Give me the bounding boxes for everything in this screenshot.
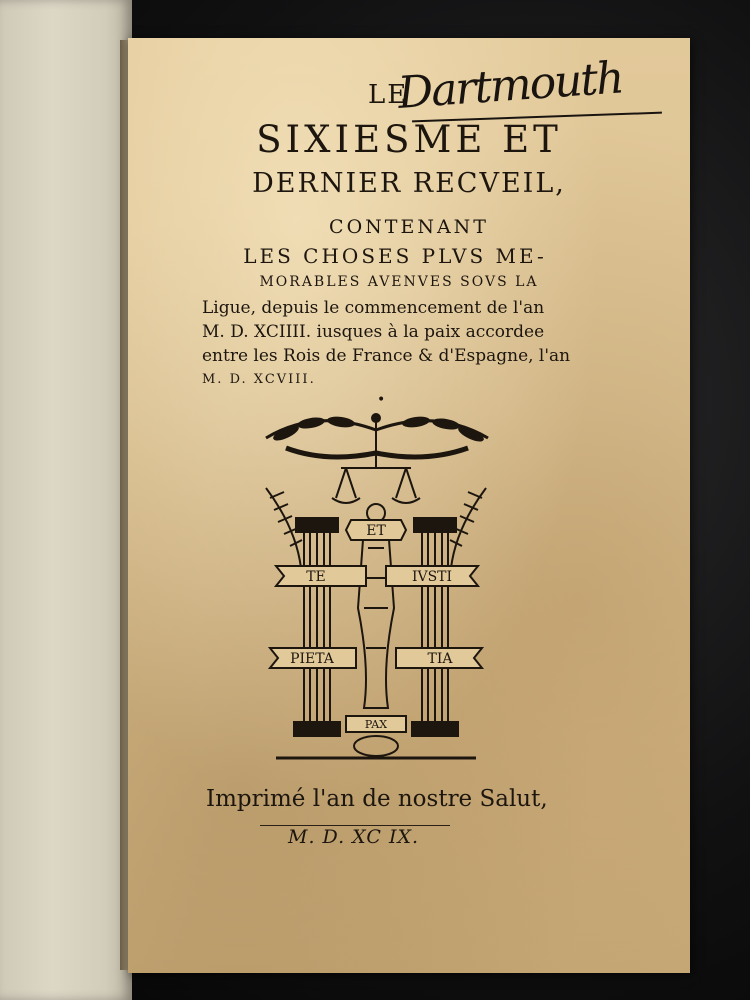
flyleaf-page [0, 0, 132, 1000]
title-line-morables: MORABLES AVENVES SOVS LA [259, 274, 539, 290]
banner-lower-right-text: TIA [427, 651, 453, 667]
body-line-entre: entre les Rois de France & d'Espagne, l'an [202, 346, 571, 366]
title-line-sixiesme: SIXIESME ET [256, 118, 562, 161]
ornament-dot: • [377, 392, 386, 408]
banner-lower-left-text: PIETA [290, 651, 334, 667]
shield-icon [354, 736, 398, 756]
title-line-contenant: CONTENANT [329, 216, 489, 238]
banner-middle-right-text: IVSTI [411, 569, 453, 585]
title-line-dernier: DERNIER RECVEIL, [252, 168, 566, 199]
title-line-le: LE [368, 80, 409, 110]
body-line-dates: M. D. XCIIII. iusques à la paix accordee [202, 322, 545, 342]
handwritten-signature: Dartmouth [396, 52, 625, 119]
title-page [128, 38, 690, 973]
banner-ribbons [270, 520, 482, 732]
column-right [412, 518, 458, 736]
body-line-ligue: Ligue, depuis le commencement de l'an [202, 298, 545, 318]
body-line-year: M. D. XCVIII. [202, 372, 316, 387]
banner-middle-left-text: TE [306, 569, 326, 585]
base-label-text: PAX [364, 718, 388, 731]
title-line-choses: LES CHOSES PLVS ME- [243, 244, 547, 268]
printer-device-emblem [256, 408, 496, 760]
imprint-date: M. D. XC IX. [288, 826, 420, 848]
banner-top-text: ET [366, 523, 386, 539]
column-left [294, 518, 340, 736]
imprint-line: Imprimé l'an de nostre Salut, [206, 786, 548, 812]
